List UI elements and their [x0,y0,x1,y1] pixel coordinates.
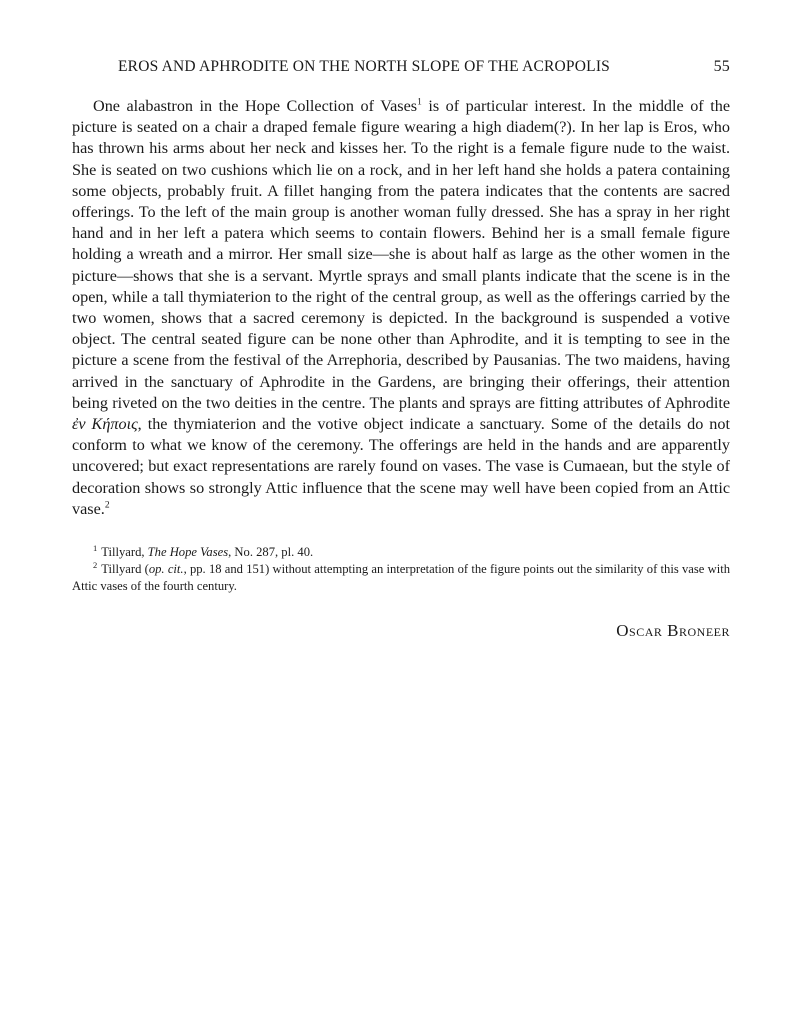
footnote-1-title: The Hope Vases [147,545,229,560]
body-text-part-1: One alabastron in the Hope Collection of Vases [93,97,418,115]
footnote-1-before: Tillyard, [101,545,148,560]
footnote-reference-1: 1 [417,97,422,108]
running-title: EROS AND APHRODITE ON THE NORTH SLOPE OF THE ACROPOLIS [118,58,610,75]
footnote-2-mark: 2 [93,559,98,570]
footnote-2-after: , pp. 18 and 151) without attempting an interpretation of the figure points out the similarity of this vase with Attic vases of the fourth century. [72,562,730,594]
author-signature: Oscar Broneer [616,621,730,641]
footnote-1 [72,544,730,561]
page-number: 55 [713,58,730,75]
footnote-reference-2: 2 [104,500,110,511]
body-text-part-2: is of particular interest. In the middle of the picture is seated on a chair a draped female figure wearing a high diadem(?). In her lap is Eros, who has thrown his arms about her neck and kisses her. To the right is a female figure nude to the waist. She is seated on two cushions which lie on a rock, and in her left hand she holds a patera containing some objects, probably fruit. A fillet hanging from the patera indicates that the contents are sacred offerings. To the left of the main group is another woman fully dressed. She has a spray in her right hand and in her left a patera which seems to contain flowers. Behind her is a small female figure holding a wreath and a mirror. Her small size—she is about half as large as the other women in the picture—shows that she is a servant. Myrtle sprays and small plants indicate that the scene is in the open, while a tall thymiaterion to the right of the central group, as well as the offerings carried by the two women, shows that a sacred ceremony is depicted. In the background is suspended a votive object. The central seated figure can be none other than Aphrodite, and it is tempting to see in the picture a scene from the festival of the Arrephoria, described by Pausanias. The two maidens, having arrived in the sanctuary of Aphrodite in the Gardens, are bringing their offerings, their attention being riveted on the two deities in the centre. The plants and sprays are fitting attributes of Aphrodite [72,97,730,412]
footnote-2-before: Tillyard ( [101,562,149,577]
running-head [72,58,730,76]
page [72,58,730,641]
footnote-1-after: , No. 287, pl. 40. [228,545,314,560]
footnote-2-title: op. cit. [148,562,184,577]
body-text-part-3: , the thymiaterion and the votive object indicate a sanctuary. Some of the details do not conform to what we know of the ceremony. The offerings are held in the hands and are apparently uncovered; but exact representations are rarely found on vases. The vase is Cumaean, but the style of decoration shows so strongly Attic influence that the scene may well have been copied from an Attic vase. [72,415,730,518]
greek-phrase: ἐν Κήποις [72,415,138,434]
body-paragraph [72,96,730,520]
footnotes [72,544,730,595]
footnote-1-mark: 1 [93,542,98,553]
footnote-2 [72,561,730,595]
